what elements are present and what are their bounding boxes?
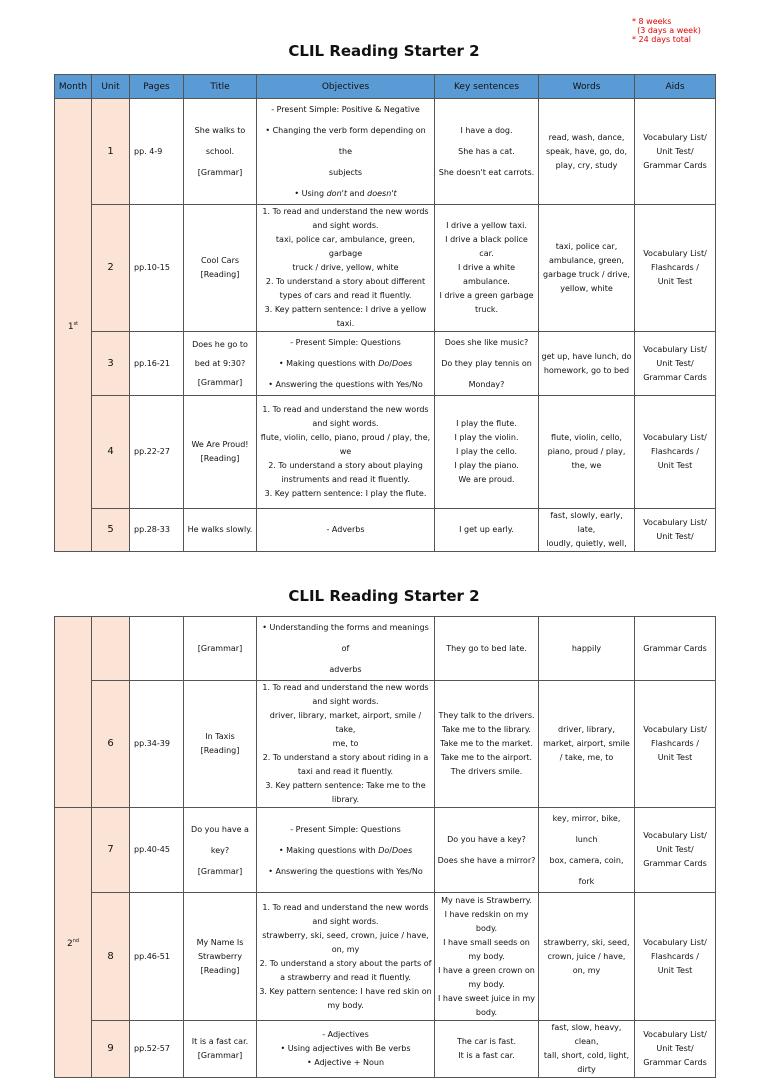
text-line: adverbs: [329, 665, 362, 674]
text-line: we: [339, 447, 352, 456]
text-line: driver, library,: [558, 725, 615, 734]
text-line: flute, violin, cello, piano, proud / play, the,: [260, 433, 431, 442]
words-cell: [539, 1021, 635, 1078]
text-line: Vocabulary List/: [643, 1030, 707, 1039]
text-line: Flashcards /: [651, 951, 699, 961]
objectives-cell: [257, 893, 435, 1021]
unit-cell: 7: [92, 808, 130, 893]
objectives-cell: [257, 99, 435, 205]
text-line: [Grammar]: [197, 378, 243, 387]
objective-em-line: [259, 353, 432, 374]
text-line: garbage truck / drive,: [543, 270, 630, 279]
key-sentences-cell: [435, 332, 539, 396]
header-words: Words: [539, 75, 635, 99]
words-cell: [539, 99, 635, 205]
text-line: I play the cello.: [455, 447, 518, 456]
text-line: taxi, police car,: [555, 242, 618, 251]
header-objectives: Objectives: [257, 75, 435, 99]
month-cell: [55, 808, 92, 1078]
key-sentences-cell: [435, 509, 539, 552]
text-line: key?: [210, 845, 230, 855]
text-line: I play the violin.: [454, 433, 519, 442]
text-line: Does she have a mirror?: [437, 856, 536, 865]
unit-cell: 5: [92, 509, 130, 552]
text-line: The car is fast.: [456, 1037, 517, 1046]
objectives-cell: [257, 617, 435, 681]
text-line: Grammar Cards: [643, 643, 707, 653]
title-cell: [184, 205, 257, 332]
text-line: dirty: [577, 1065, 596, 1074]
header-pages: Pages: [130, 75, 184, 99]
text-line: Unit Test: [657, 965, 693, 975]
text-line: my body.: [468, 979, 505, 989]
title-cell: [184, 396, 257, 509]
page-title-2: CLIL Reading Starter 2: [288, 587, 480, 605]
text-line: • Answering the questions with Yes/No: [268, 380, 423, 389]
aids-cell: [635, 893, 716, 1021]
text-line: and sight words.: [312, 697, 379, 706]
text-line: I play the piano.: [454, 461, 519, 470]
text-line: Unit Test/: [656, 532, 694, 541]
unit-cell: 1: [92, 99, 130, 205]
title-cell: [184, 681, 257, 808]
title-cell: [184, 1021, 257, 1078]
text-line: I have a dog.: [460, 126, 513, 135]
table-row: [55, 808, 716, 893]
text-line: read, wash, dance,: [548, 132, 625, 142]
text-line: 2. To understand a story about riding in a: [262, 753, 429, 762]
text-line: crown, juice / have,: [547, 951, 626, 961]
text-line: - Present Simple: Questions: [290, 824, 401, 834]
text-line: types of cars and read it fluently.: [279, 291, 412, 300]
text-line: 1. To read and understand the new words: [262, 683, 429, 692]
title-cell: [184, 332, 257, 396]
text-line: me, to: [332, 739, 359, 748]
objective-fragment: Do: [378, 845, 390, 855]
text-line: Unit Test/: [656, 845, 694, 854]
text-line: body.: [475, 1007, 498, 1017]
header-unit: Unit: [92, 75, 130, 99]
text-line: 1. To read and understand the new words: [262, 405, 429, 414]
text-line: [Grammar]: [197, 643, 243, 653]
text-line: / take, me, to: [559, 753, 614, 762]
text-line: and sight words.: [312, 916, 379, 926]
text-line: tall, short, cold, light,: [543, 1051, 630, 1060]
table-row: [55, 617, 716, 681]
text-line: Take me to the airport.: [440, 753, 533, 762]
text-line: Monday?: [468, 380, 505, 389]
pages-cell: [130, 617, 184, 681]
curriculum-table-2: [54, 616, 716, 1078]
text-line: Does he go to: [192, 340, 248, 349]
pages-cell: pp.10-15: [130, 205, 184, 332]
text-line: Unit Test/: [656, 358, 694, 368]
text-line: We are proud.: [458, 475, 515, 484]
text-line: the, we: [571, 461, 602, 470]
objective-fragment: Do: [378, 359, 390, 368]
text-line: Vocabulary List/: [643, 518, 707, 527]
month-suffix: nd: [72, 938, 80, 944]
text-line: My nave is Strawberry.: [441, 895, 532, 905]
title-cell: [184, 509, 257, 552]
pages-cell: pp.46-51: [130, 893, 184, 1021]
table-row: [55, 205, 716, 332]
text-line: The drivers smile.: [450, 767, 523, 776]
text-line: strawberry, ski, seed,: [543, 937, 630, 947]
objective-fragment: doesn't: [367, 189, 397, 198]
pages-cell: pp.28-33: [130, 509, 184, 552]
text-line: [Reading]: [200, 965, 240, 975]
text-line: homework, go to bed: [543, 365, 630, 375]
text-line: [Reading]: [200, 454, 240, 463]
text-line: I have redskin on my: [444, 909, 529, 919]
objective-fragment: • Using: [294, 189, 327, 198]
objective-fragment: Does: [392, 845, 413, 855]
pages-cell: pp.40-45: [130, 808, 184, 893]
header-aids: Aids: [635, 75, 716, 99]
text-line: yellow, white: [560, 284, 613, 293]
text-line: bed at 9:30?: [194, 359, 246, 368]
key-sentences-cell: [435, 893, 539, 1021]
text-line: Does she like music?: [444, 338, 529, 347]
table-row: [55, 893, 716, 1021]
text-line: on, my: [572, 965, 601, 975]
month-cell: [55, 99, 92, 552]
text-line: driver, library, market, airport, smile / take,: [269, 711, 422, 734]
words-cell: [539, 509, 635, 552]
text-line: Grammar Cards: [643, 372, 707, 382]
text-line: Flashcards /: [651, 739, 699, 748]
text-line: Take me to the market.: [440, 739, 533, 748]
objective-fragment: don't: [326, 189, 347, 198]
text-line: I get up early.: [459, 525, 514, 534]
title-cell: [184, 617, 257, 681]
text-line: Unit Test: [657, 753, 693, 762]
unit-cell: 3: [92, 332, 130, 396]
text-line: instruments and read it fluently.: [281, 475, 410, 484]
table-row: [55, 99, 716, 205]
text-line: I drive a yellow taxi.: [446, 221, 527, 230]
objectives-cell: [257, 808, 435, 893]
title-cell: [184, 893, 257, 1021]
aids-cell: [635, 332, 716, 396]
text-line: Grammar Cards: [643, 1058, 707, 1067]
pages-cell: pp.16-21: [130, 332, 184, 396]
header-month: Month: [55, 75, 92, 99]
text-line: and sight words.: [312, 419, 379, 428]
words-cell: [539, 681, 635, 808]
text-line: Vocabulary List/: [643, 725, 707, 734]
text-line: 1. To read and understand the new words: [262, 902, 429, 912]
text-line: I have small seeds on: [443, 937, 530, 947]
objectives-cell: [257, 332, 435, 396]
text-line: Grammar Cards: [643, 859, 707, 868]
objective-fragment: • Making questions with: [278, 845, 379, 855]
objective-fragment: /: [389, 845, 392, 855]
objectives-cell: [257, 205, 435, 332]
objective-em-line: [259, 183, 432, 204]
text-line: - Present Simple: Positive & Negative: [271, 105, 420, 114]
pages-cell: pp.34-39: [130, 681, 184, 808]
text-line: my body.: [327, 1000, 364, 1010]
words-cell: [539, 808, 635, 893]
text-line: He walks slowly.: [187, 525, 253, 534]
text-line: Take me to the library.: [442, 725, 531, 734]
unit-cell: 6: [92, 681, 130, 808]
text-line: truck / drive, yellow, white: [292, 263, 399, 272]
text-line: truck.: [474, 305, 499, 314]
words-cell: [539, 332, 635, 396]
text-line: I have a green crown on: [438, 965, 535, 975]
objective-fragment: Does: [392, 359, 413, 368]
text-line: key, mirror, bike, lunch: [552, 814, 621, 844]
text-line: ambulance, green,: [548, 256, 625, 265]
text-line: [Grammar]: [197, 866, 243, 876]
key-sentences-cell: [435, 681, 539, 808]
text-line: She has a cat.: [458, 147, 515, 156]
objective-fragment: /: [389, 359, 392, 368]
text-line: 2. To understand a story about the parts of: [259, 958, 432, 968]
header-key-sentences: Key sentences: [435, 75, 539, 99]
text-line: - Adverbs: [326, 525, 365, 534]
text-line: school.: [205, 147, 235, 156]
unit-cell: 8: [92, 893, 130, 1021]
month-number: 1: [67, 321, 74, 332]
pages-cell: pp. 4-9: [130, 99, 184, 205]
text-line: I drive a white: [457, 263, 516, 272]
text-line: I play the flute.: [456, 419, 517, 428]
aids-cell: [635, 396, 716, 509]
table-row: [55, 1021, 716, 1078]
text-line: 3. Key pattern sentence: Take me to the: [265, 781, 426, 790]
text-line: She doesn't eat carrots.: [438, 168, 535, 177]
key-sentences-cell: [435, 99, 539, 205]
text-line: She walks to: [194, 126, 246, 135]
text-line: Vocabulary List/: [643, 132, 707, 142]
objective-fragment: and: [346, 189, 368, 198]
text-line: play, cry, study: [555, 160, 618, 170]
text-line: [Reading]: [200, 270, 240, 279]
table-header-row: [55, 75, 716, 99]
text-line: body.: [475, 923, 498, 933]
text-line: box, camera, coin, fork: [549, 856, 624, 886]
text-line: 2. To understand a story about different: [265, 277, 426, 286]
text-line: Vocabulary List/: [643, 249, 707, 258]
aids-cell: [635, 509, 716, 552]
objective-em-line: [259, 840, 432, 861]
text-line: 2. To understand a story about playing: [268, 461, 423, 470]
text-line: Unit Test/: [656, 1044, 694, 1053]
text-line: my body.: [468, 951, 505, 961]
text-line: Vocabulary List/: [643, 937, 707, 947]
title-cell: [184, 808, 257, 893]
key-sentences-cell: [435, 1021, 539, 1078]
text-line: - Adjectives: [322, 1030, 369, 1039]
objective-fragment: • Making questions with: [278, 359, 379, 368]
text-line: In Taxis: [205, 732, 235, 741]
text-line: [Reading]: [200, 746, 240, 755]
page-title: CLIL Reading Starter 2: [288, 42, 480, 60]
text-line: 3. Key pattern sentence: I drive a yellow taxi.: [264, 305, 427, 328]
text-line: Do you have a: [191, 824, 249, 834]
text-line: Unit Test: [657, 277, 693, 286]
unit-cell: 4: [92, 396, 130, 509]
text-line: a strawberry and read it fluently.: [280, 972, 411, 982]
text-line: • Using adjectives with Be verbs: [280, 1044, 411, 1053]
title-cell: [184, 99, 257, 205]
text-line: [Grammar]: [197, 168, 243, 177]
text-line: happily: [571, 643, 602, 653]
aids-cell: [635, 1021, 716, 1078]
text-line: fast, slowly, early, late,: [550, 511, 623, 534]
text-line: taxi and read it fluently.: [297, 767, 394, 776]
text-line: I drive a green garbage: [439, 291, 534, 300]
words-cell: [539, 893, 635, 1021]
text-line: library.: [331, 795, 360, 804]
aids-cell: [635, 681, 716, 808]
objectives-cell: [257, 509, 435, 552]
text-line: It is a fast car.: [191, 1037, 249, 1046]
text-line: Flashcards /: [651, 263, 699, 272]
text-line: Unit Test: [657, 461, 693, 470]
aids-cell: [635, 617, 716, 681]
words-cell: [539, 205, 635, 332]
objectives-cell: [257, 396, 435, 509]
key-sentences-cell: [435, 205, 539, 332]
table-row: [55, 509, 716, 552]
unit-cell: [92, 617, 130, 681]
text-line: Do you have a key?: [447, 835, 526, 844]
words-cell: [539, 617, 635, 681]
key-sentences-cell: [435, 617, 539, 681]
pages-cell: pp.22-27: [130, 396, 184, 509]
unit-cell: 9: [92, 1021, 130, 1078]
table-row: [55, 332, 716, 396]
table-row: [55, 396, 716, 509]
text-line: • Changing the verb form depending on the: [265, 126, 426, 156]
aids-cell: [635, 99, 716, 205]
month-number: 2: [66, 939, 73, 949]
objectives-cell: [257, 1021, 435, 1078]
text-line: Vocabulary List/: [643, 344, 707, 354]
text-line: I drive a black police car.: [445, 235, 528, 258]
text-line: on, my: [331, 944, 360, 954]
text-line: flute, violin, cello,: [551, 433, 622, 442]
text-line: Unit Test/: [656, 146, 694, 156]
schedule-note: * 8 weeks (3 days a week) * 24 days total: [632, 17, 701, 44]
text-line: strawberry, ski, seed, crown, juice / have,: [262, 930, 429, 940]
text-line: Strawberry: [197, 951, 243, 961]
text-line: Do they play tennis on: [441, 359, 532, 368]
text-line: fast, slow, heavy, clean,: [551, 1023, 622, 1046]
text-line: Grammar Cards: [643, 160, 707, 170]
pages-cell: pp.52-57: [130, 1021, 184, 1078]
aids-cell: [635, 205, 716, 332]
text-line: get up, have lunch, do: [541, 351, 632, 361]
month-suffix: st: [73, 320, 79, 327]
month-cell: [55, 617, 92, 808]
text-line: taxi, police car, ambulance, green, garbage: [275, 235, 416, 258]
text-line: It is a fast car.: [458, 1051, 515, 1060]
text-line: 1. To read and understand the new words: [262, 207, 429, 216]
text-line: [Grammar]: [197, 1051, 243, 1060]
text-line: 3. Key pattern sentence: I play the flute.: [264, 489, 427, 498]
objectives-cell: [257, 681, 435, 808]
words-cell: [539, 396, 635, 509]
table-row: [55, 681, 716, 808]
text-line: piano, proud / play,: [547, 447, 626, 456]
text-line: I have sweet juice in my: [437, 993, 536, 1003]
text-line: - Present Simple: Questions: [290, 338, 401, 347]
header-title: Title: [184, 75, 257, 99]
text-line: 3. Key pattern sentence: I have red skin on: [259, 986, 432, 996]
text-line: • Adjective + Noun: [306, 1058, 385, 1067]
text-line: Vocabulary List/: [643, 433, 707, 442]
text-line: Flashcards /: [651, 447, 699, 456]
key-sentences-cell: [435, 808, 539, 893]
text-line: • Understanding the forms and meanings of: [262, 623, 429, 653]
text-line: They talk to the drivers.: [438, 711, 535, 720]
key-sentences-cell: [435, 396, 539, 509]
text-line: • Answering the questions with Yes/No: [268, 866, 423, 876]
text-line: loudly, quietly, well,: [546, 539, 627, 548]
text-line: They go to bed late.: [446, 643, 527, 653]
text-line: My Name Is: [196, 937, 244, 947]
aids-cell: [635, 808, 716, 893]
text-line: We Are Proud!: [191, 440, 249, 449]
text-line: ambulance.: [463, 277, 510, 286]
text-line: market, airport, smile: [543, 739, 630, 748]
text-line: Vocabulary List/: [643, 831, 707, 840]
text-line: speak, have, go, do,: [545, 146, 628, 156]
unit-cell: 2: [92, 205, 130, 332]
text-line: subjects: [328, 168, 363, 177]
text-line: Cool Cars: [200, 256, 240, 265]
text-line: and sight words.: [312, 221, 379, 230]
curriculum-table-1: [54, 74, 716, 552]
